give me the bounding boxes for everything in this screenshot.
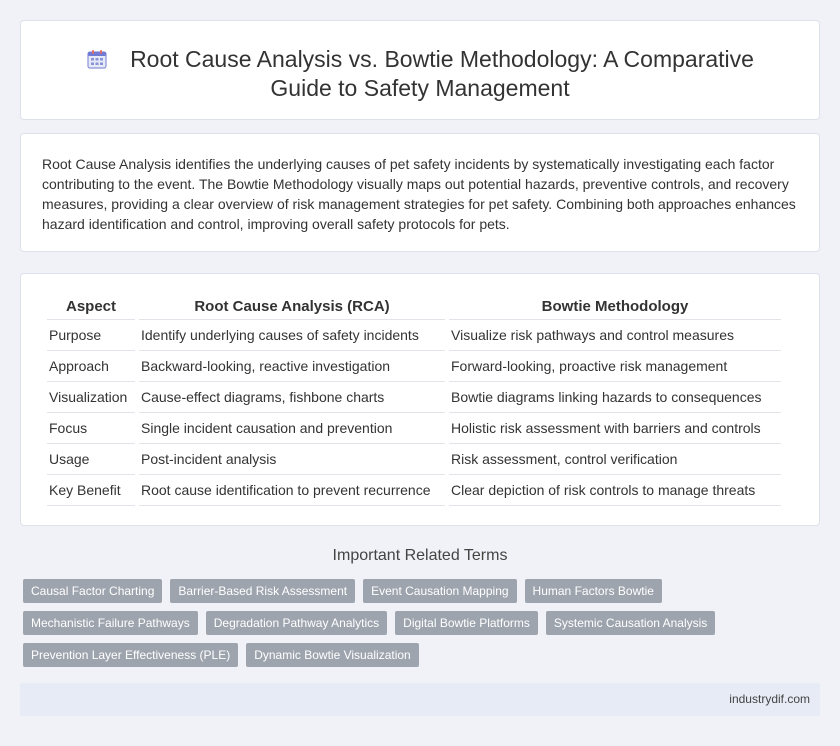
footer [20, 683, 820, 716]
page-title: Root Cause Analysis vs. Bowtie Methodology: A Comparative Guide to Safety Management [130, 46, 754, 101]
cell-bowtie: Forward-looking, proactive risk management [449, 351, 781, 382]
tag-barrier-based-risk-assessment[interactable]: Barrier-Based Risk Assessment [170, 579, 355, 603]
cell-aspect: Visualization [47, 382, 135, 413]
tag-human-factors-bowtie[interactable]: Human Factors Bowtie [525, 579, 662, 603]
table-row [47, 475, 781, 506]
cell-bowtie: Holistic risk assessment with barriers and controls [449, 413, 781, 444]
table-row [47, 444, 781, 475]
intro-card [20, 133, 820, 252]
comparison-table [43, 294, 785, 506]
table-header-row [47, 294, 781, 320]
cell-rca: Backward-looking, reactive investigation [139, 351, 445, 382]
header-aspect: Aspect [47, 294, 135, 320]
cell-rca: Single incident causation and prevention [139, 413, 445, 444]
title-wrap [61, 45, 779, 103]
header-bowtie: Bowtie Methodology [449, 294, 781, 320]
calendar-icon [86, 48, 108, 70]
tag-mechanistic-failure-pathways[interactable]: Mechanistic Failure Pathways [23, 611, 198, 635]
tag-dynamic-bowtie-visualization[interactable]: Dynamic Bowtie Visualization [246, 643, 419, 667]
cell-bowtie: Bowtie diagrams linking hazards to consequences [449, 382, 781, 413]
cell-rca: Cause-effect diagrams, fishbone charts [139, 382, 445, 413]
tag-event-causation-mapping[interactable]: Event Causation Mapping [363, 579, 516, 603]
table-row [47, 320, 781, 351]
header-rca: Root Cause Analysis (RCA) [139, 294, 445, 320]
cell-bowtie: Clear depiction of risk controls to manage threats [449, 475, 781, 506]
cell-rca: Root cause identification to prevent recurrence [139, 475, 445, 506]
cell-aspect: Key Benefit [47, 475, 135, 506]
cell-rca: Post-incident analysis [139, 444, 445, 475]
cell-aspect: Purpose [47, 320, 135, 351]
tag-prevention-layer-effectiveness[interactable]: Prevention Layer Effectiveness (PLE) [23, 643, 238, 667]
intro-paragraph: Root Cause Analysis identifies the underlying causes of pet safety incidents by systematically investigating each factor contributing to the event. The Bowtie Methodology visually maps out potential hazards, preventive controls, and recovery measures, providing a clear overview of risk management strategies for pet safety. Combining both approaches enhances hazard identification and control, improving overall safety protocols for pets. [42, 156, 796, 232]
cell-aspect: Focus [47, 413, 135, 444]
related-terms-title: Important Related Terms [332, 547, 508, 564]
cell-aspect: Usage [47, 444, 135, 475]
related-terms-tags [23, 579, 823, 667]
cell-rca: Identify underlying causes of safety incidents [139, 320, 445, 351]
tag-systemic-causation-analysis[interactable]: Systemic Causation Analysis [546, 611, 715, 635]
header-card [20, 20, 820, 120]
cell-bowtie: Visualize risk pathways and control measures [449, 320, 781, 351]
table-row [47, 413, 781, 444]
comparison-card [20, 273, 820, 526]
tag-digital-bowtie-platforms[interactable]: Digital Bowtie Platforms [395, 611, 538, 635]
tag-causal-factor-charting[interactable]: Causal Factor Charting [23, 579, 162, 603]
cell-bowtie: Risk assessment, control verification [449, 444, 781, 475]
footer-source[interactable]: industrydif.com [729, 692, 810, 706]
table-row [47, 351, 781, 382]
tag-degradation-pathway-analytics[interactable]: Degradation Pathway Analytics [206, 611, 387, 635]
table-row [47, 382, 781, 413]
cell-aspect: Approach [47, 351, 135, 382]
